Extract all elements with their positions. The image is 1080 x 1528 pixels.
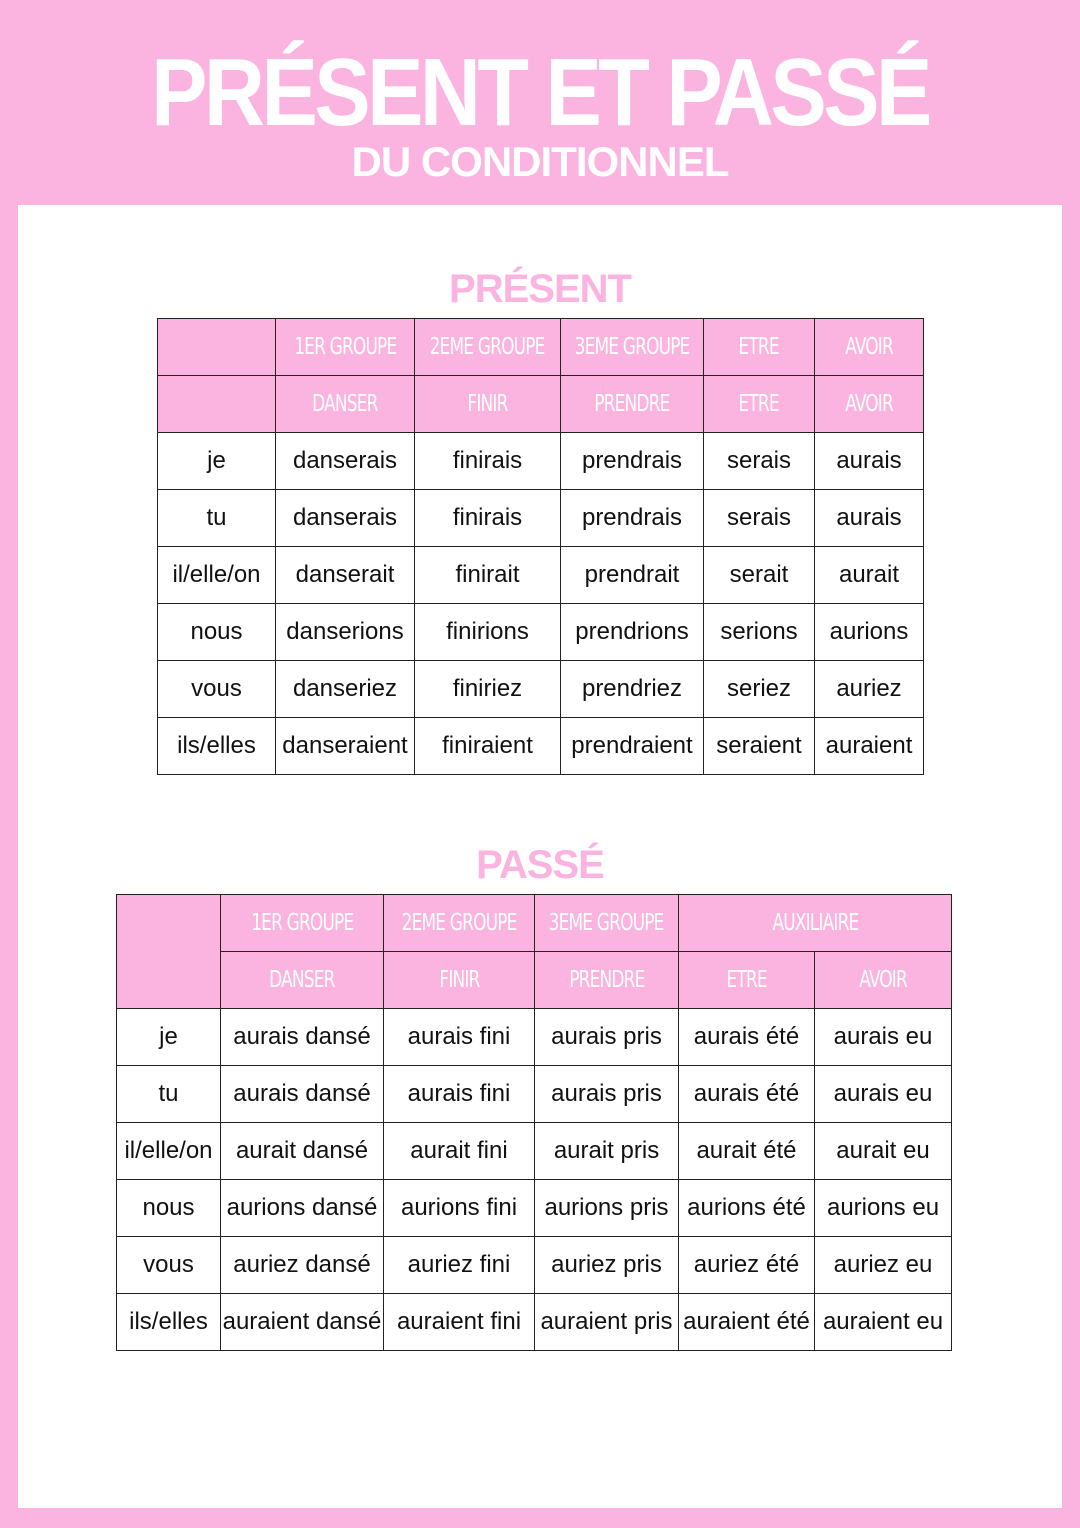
conjugation-cell: prendraient <box>561 718 704 775</box>
conjugation-cell: prendrions <box>561 604 704 661</box>
conjugation-cell: aurais dansé <box>221 1066 384 1123</box>
conjugation-cell: aurions fini <box>384 1180 535 1237</box>
present-corner-cell <box>158 376 276 433</box>
conjugation-cell: auraient dansé <box>221 1294 384 1351</box>
conjugation-cell: finiriez <box>415 661 561 718</box>
conjugation-cell: auraient fini <box>384 1294 535 1351</box>
conjugation-cell: finirais <box>415 433 561 490</box>
conjugation-cell: danserait <box>276 547 415 604</box>
conjugation-cell: aurait pris <box>535 1123 679 1180</box>
conjugation-cell: aurais <box>815 490 924 547</box>
conjugation-cell: auriez dansé <box>221 1237 384 1294</box>
conjugation-cell: serais <box>704 490 815 547</box>
conjugation-cell: aurions pris <box>535 1180 679 1237</box>
present-verb-header: FINIR <box>415 376 561 433</box>
conjugation-cell: aurais eu <box>815 1066 952 1123</box>
conjugation-cell: aurais fini <box>384 1066 535 1123</box>
present-group-header: 2EME GROUPE <box>415 319 561 376</box>
pronoun-cell: vous <box>158 661 276 718</box>
header-banner <box>0 0 1080 205</box>
conjugation-cell: auriez <box>815 661 924 718</box>
table-row <box>158 604 924 661</box>
present-verb-header: ETRE <box>704 376 815 433</box>
conjugation-cell: aurions été <box>679 1180 815 1237</box>
conjugation-cell: prendrait <box>561 547 704 604</box>
table-row <box>117 1066 952 1123</box>
present-group-row <box>158 319 924 376</box>
conjugation-cell: aurais pris <box>535 1009 679 1066</box>
conjugation-cell: aurait été <box>679 1123 815 1180</box>
present-group-header: AVOIR <box>815 319 924 376</box>
conjugation-cell: finirait <box>415 547 561 604</box>
table-row <box>117 1294 952 1351</box>
passe-verb-header: FINIR <box>384 952 535 1009</box>
conjugation-cell: aurait eu <box>815 1123 952 1180</box>
pronoun-cell: tu <box>117 1066 221 1123</box>
passe-group-row <box>117 895 952 952</box>
pronoun-cell: il/elle/on <box>117 1123 221 1180</box>
conjugation-cell: auriez fini <box>384 1237 535 1294</box>
conjugation-cell: auriez eu <box>815 1237 952 1294</box>
pronoun-cell: il/elle/on <box>158 547 276 604</box>
present-section-title: PRÉSENT <box>449 267 631 311</box>
present-verb-header: DANSER <box>276 376 415 433</box>
table-row <box>158 433 924 490</box>
conjugation-cell: aurions eu <box>815 1180 952 1237</box>
conjugation-cell: auriez été <box>679 1237 815 1294</box>
conjugation-cell: finirais <box>415 490 561 547</box>
conjugation-cell: danserais <box>276 433 415 490</box>
present-group-header: 1ER GROUPE <box>276 319 415 376</box>
conjugation-cell: aurait <box>815 547 924 604</box>
conjugation-cell: finirions <box>415 604 561 661</box>
table-row <box>117 1009 952 1066</box>
conjugation-cell: aurions dansé <box>221 1180 384 1237</box>
conjugation-cell: seraient <box>704 718 815 775</box>
table-row <box>117 1237 952 1294</box>
table-row <box>158 490 924 547</box>
conjugation-cell: aurait fini <box>384 1123 535 1180</box>
pronoun-cell: vous <box>117 1237 221 1294</box>
pronoun-cell: nous <box>158 604 276 661</box>
page-title: PRÉSENT ET PASSÉ <box>151 39 929 146</box>
conjugation-cell: prendrais <box>561 433 704 490</box>
conjugation-cell: aurais dansé <box>221 1009 384 1066</box>
conjugation-cell: danseriez <box>276 661 415 718</box>
pronoun-cell: je <box>158 433 276 490</box>
conjugation-cell: aurais pris <box>535 1066 679 1123</box>
conjugation-cell: seriez <box>704 661 815 718</box>
page-subtitle: DU CONDITIONNEL <box>351 138 729 185</box>
conjugation-cell: prendrais <box>561 490 704 547</box>
conjugation-cell: auriez pris <box>535 1237 679 1294</box>
conjugation-cell: aurais <box>815 433 924 490</box>
passe-verb-header: ETRE <box>679 952 815 1009</box>
passe-group-header: 1ER GROUPE <box>221 895 384 952</box>
conjugation-cell: danserais <box>276 490 415 547</box>
conjugation-cell: aurait dansé <box>221 1123 384 1180</box>
table-row <box>117 1123 952 1180</box>
conjugation-cell: serions <box>704 604 815 661</box>
conjugation-cell: aurais eu <box>815 1009 952 1066</box>
present-table <box>157 318 924 775</box>
passe-verb-header: PRENDRE <box>535 952 679 1009</box>
conjugation-cell: auraient <box>815 718 924 775</box>
conjugation-cell: danserions <box>276 604 415 661</box>
conjugation-cell: prendriez <box>561 661 704 718</box>
pronoun-cell: je <box>117 1009 221 1066</box>
conjugation-cell: danseraient <box>276 718 415 775</box>
conjugation-cell: serais <box>704 433 815 490</box>
passe-verb-header: DANSER <box>221 952 384 1009</box>
present-corner-cell <box>158 319 276 376</box>
conjugation-cell: aurais été <box>679 1066 815 1123</box>
conjugation-cell: aurais fini <box>384 1009 535 1066</box>
conjugation-cell: aurais été <box>679 1009 815 1066</box>
conjugation-cell: finiraient <box>415 718 561 775</box>
pronoun-cell: ils/elles <box>158 718 276 775</box>
conjugation-cell: aurions <box>815 604 924 661</box>
present-group-header: ETRE <box>704 319 815 376</box>
passe-auxiliaire-header: AUXILIAIRE <box>679 895 952 952</box>
table-row <box>158 718 924 775</box>
conjugation-cell: auraient pris <box>535 1294 679 1351</box>
conjugation-cell: auraient eu <box>815 1294 952 1351</box>
table-row <box>117 1180 952 1237</box>
present-verb-row <box>158 376 924 433</box>
conjugation-cell: auraient été <box>679 1294 815 1351</box>
pronoun-cell: nous <box>117 1180 221 1237</box>
conjugation-cell: serait <box>704 547 815 604</box>
present-group-header: 3EME GROUPE <box>561 319 704 376</box>
passe-table <box>116 894 952 1351</box>
passe-section-title: PASSÉ <box>476 843 604 887</box>
passe-verb-header: AVOIR <box>815 952 952 1009</box>
table-row <box>158 661 924 718</box>
passe-corner-cell <box>117 895 221 1009</box>
present-verb-header: AVOIR <box>815 376 924 433</box>
table-row <box>158 547 924 604</box>
passe-group-header: 3EME GROUPE <box>535 895 679 952</box>
present-verb-header: PRENDRE <box>561 376 704 433</box>
passe-verb-row <box>117 952 952 1009</box>
pronoun-cell: tu <box>158 490 276 547</box>
pronoun-cell: ils/elles <box>117 1294 221 1351</box>
passe-group-header: 2EME GROUPE <box>384 895 535 952</box>
